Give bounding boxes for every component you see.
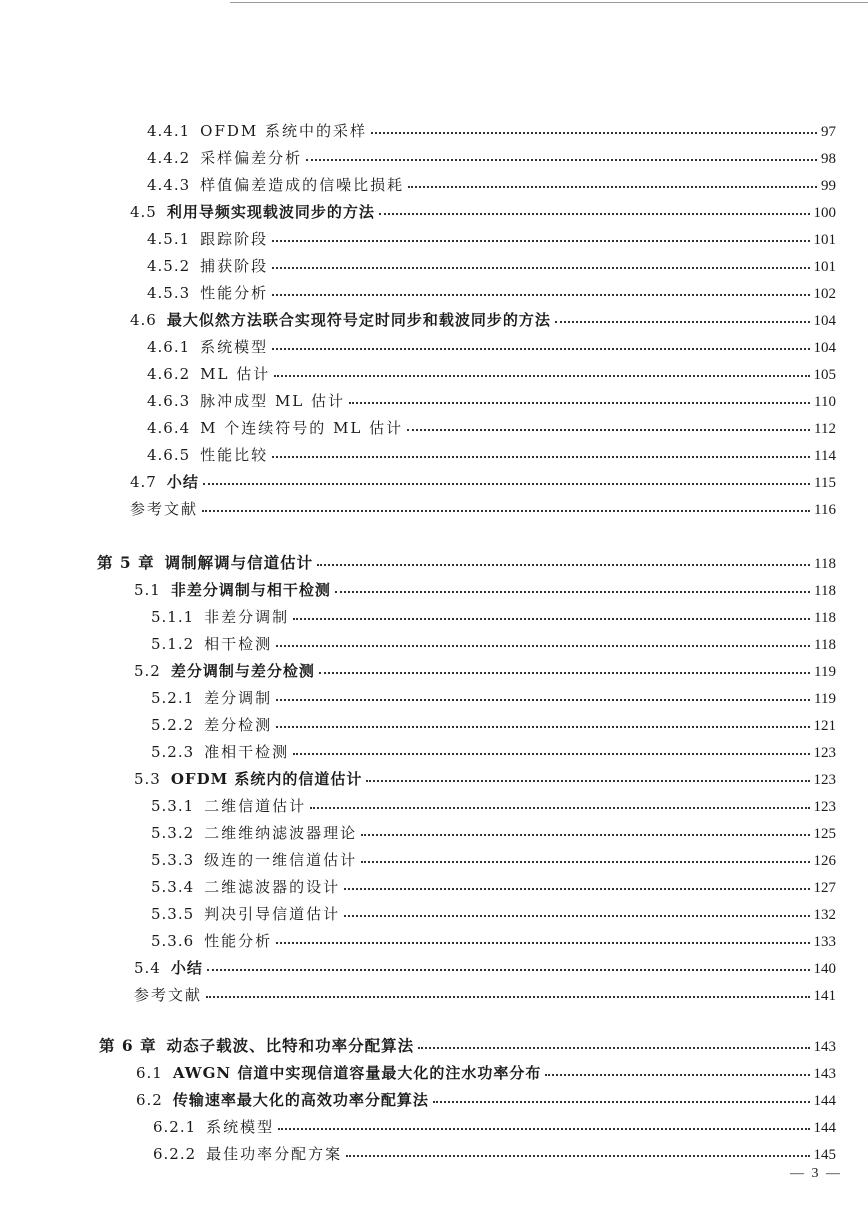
toc-title: 相干检测 [204,635,273,653]
toc-page-number: 104 [813,313,836,329]
toc-number: 5.1.2 [151,635,195,653]
toc-page-number: 127 [813,880,836,896]
toc-page-number: 116 [814,502,836,518]
toc-title: 二维信道估计 [204,797,307,815]
dot-leader [206,988,809,998]
dot-leader [276,718,809,728]
toc-page-number: 118 [814,637,836,653]
toc-entry [151,793,836,819]
toc-entry [147,280,836,306]
toc-page-number: 100 [813,205,836,221]
toc-page-number: 112 [814,421,836,437]
toc-number: 5.4 [134,959,161,977]
toc-page-number: 132 [813,907,836,923]
toc-entry [151,604,836,630]
toc-title: 捕获阶段 [200,257,269,275]
toc-page-number: 144 [813,1093,836,1109]
toc-title: 二维滤波器的设计 [204,878,341,896]
dot-leader [272,259,809,269]
toc-entry [136,1087,836,1113]
toc-number: 4.5.3 [147,284,191,302]
toc-page-number: 121 [813,718,836,734]
dot-leader [293,610,810,620]
toc-title: OFDM 系统中的采样 [200,122,368,140]
toc-number: 4.6.2 [147,365,191,383]
toc-entry [151,739,836,765]
toc-entry [134,658,836,684]
toc-title: 非差分调制 [204,608,290,626]
toc-page-number: 97 [821,124,836,140]
toc-entry [151,847,836,873]
toc-number: 5.2.1 [151,689,195,707]
toc-number: 4.6.3 [147,392,191,410]
toc-page-number: 119 [814,691,836,707]
toc-entry [134,577,836,603]
toc-number: 5.3 [134,770,161,788]
toc-page-number: 118 [814,583,836,599]
toc-number: 6.2.2 [153,1145,197,1163]
toc-page-number: 105 [813,367,836,383]
toc-page-number: 104 [813,340,836,356]
dot-leader [272,232,809,242]
toc-entry [151,631,836,657]
toc-title: 准相干检测 [204,743,290,761]
toc-entry [147,226,836,252]
toc-title: AWGN 信道中实现信道容量最大化的注水功率分布 [172,1064,542,1082]
toc-page-number: 102 [813,286,836,302]
toc-title: 参考文献 [130,500,199,518]
toc-number: 5.3.2 [151,824,195,842]
toc-page-number: 143 [813,1039,836,1055]
toc-title: 脉冲成型 ML 估计 [200,392,346,410]
toc-entry [153,1141,836,1167]
toc-page-number: 118 [814,610,836,626]
toc-chapter-entry [97,550,836,576]
toc-page-number: 118 [814,556,836,572]
toc-title: 非差分调制与相干检测 [170,581,331,599]
toc-title: 样值偏差造成的信噪比损耗 [200,176,405,194]
top-rule [230,2,868,3]
toc-title: 性能分析 [204,932,273,950]
dot-leader [306,151,817,161]
dot-leader [276,934,809,944]
toc-number: 5.2.2 [151,716,195,734]
toc-title: 跟踪阶段 [200,230,269,248]
toc-title: 差分检测 [204,716,273,734]
toc-entry [136,1060,836,1086]
toc-page-number: 126 [813,853,836,869]
dot-leader [207,961,810,971]
toc-title: 差分调制 [204,689,273,707]
toc-title: 性能比较 [200,446,269,464]
toc-entry [134,766,836,792]
toc-number: 4.5 [130,203,157,221]
page-number: — 3 — [790,1166,842,1181]
toc-entry [151,712,836,738]
toc-title: 调制解调与信道估计 [164,553,314,572]
toc-entry [151,685,836,711]
toc-number: 6.2 [136,1091,163,1109]
toc-number: 5.3.1 [151,797,195,815]
toc-title: 利用导频实现载波同步的方法 [166,203,375,221]
toc-entry [130,199,836,225]
toc-title: 二维维纳滤波器理论 [204,824,358,842]
toc-page-number: 123 [813,772,836,788]
toc-number: 5.1 [134,581,161,599]
dot-leader [408,178,817,188]
toc-page-number: 145 [813,1147,836,1163]
toc-title: 差分调制与差分检测 [170,662,315,680]
toc-page-number: 141 [813,988,836,1004]
toc-title: 级连的一维信道估计 [204,851,358,869]
dot-leader [276,637,810,647]
toc-title: ML 估计 [200,365,271,383]
toc-number: 5.3.5 [151,905,195,923]
toc-title: 动态子载波、比特和功率分配算法 [166,1036,415,1055]
dot-leader [371,124,817,134]
toc-number: 6.2.1 [153,1118,197,1136]
toc-title: 参考文献 [134,986,203,1004]
toc-number: 5.3.3 [151,851,195,869]
toc-title: OFDM 系统内的信道估计 [170,770,363,788]
toc-title: 传输速率最大化的高效功率分配算法 [172,1091,429,1109]
toc-entry [147,361,836,387]
dot-leader [272,448,810,458]
dot-leader [272,340,809,350]
toc-number: 第 5 章 [97,553,155,572]
toc-title: 小结 [170,959,203,977]
toc-number: 第 6 章 [99,1036,157,1055]
toc-title: 小结 [166,473,199,491]
toc-page-number: 123 [813,745,836,761]
toc-entry [151,820,836,846]
toc-number: 4.6.4 [147,419,191,437]
toc-page-number: 125 [813,826,836,842]
dot-leader [344,880,809,890]
toc-number: 5.3.4 [151,878,195,896]
dot-leader [293,745,809,755]
dot-leader [545,1066,809,1076]
dot-leader [361,826,809,836]
toc-number: 4.7 [130,473,157,491]
dot-leader [407,421,810,431]
toc-title: 最大似然方法联合实现符号定时同步和载波同步的方法 [166,311,551,329]
toc-title: 系统模型 [200,338,269,356]
toc-title: M 个连续符号的 ML 估计 [200,419,404,437]
dot-leader [319,664,810,674]
toc-page-number: 133 [813,934,836,950]
toc-title: 采样偏差分析 [200,149,303,167]
toc-entry [151,874,836,900]
dot-leader [346,1147,809,1157]
toc-page-number: 101 [813,259,836,275]
toc-entry [130,307,836,333]
toc-page-number: 123 [813,799,836,815]
toc-number: 4.4.1 [147,122,191,140]
dot-leader [274,367,809,377]
toc-number: 5.3.6 [151,932,195,950]
dot-leader [272,286,809,296]
toc-number: 5.2.3 [151,743,195,761]
toc-page-number: 98 [821,151,836,167]
toc-entry [147,253,836,279]
dot-leader [344,907,809,917]
toc-entry [134,982,836,1008]
dot-leader [361,853,809,863]
dot-leader [202,502,810,512]
toc-title: 性能分析 [200,284,269,302]
toc-page-number: 143 [813,1066,836,1082]
toc-number: 4.4.2 [147,149,191,167]
toc-page-number: 140 [813,961,836,977]
toc-entry [134,955,836,981]
toc-entry [151,901,836,927]
toc-entry [151,928,836,954]
toc-number: 5.1.1 [151,608,195,626]
dot-leader [278,1120,809,1130]
toc-chapter-entry [99,1033,836,1059]
dot-leader [433,1093,810,1103]
toc-title: 系统模型 [206,1118,275,1136]
toc-entry [147,388,836,414]
toc-entry [130,496,836,522]
dot-leader [203,475,810,485]
toc-number: 4.5.2 [147,257,191,275]
dot-leader [349,394,810,404]
toc-entry [147,145,836,171]
toc-entry [147,172,836,198]
toc-page-number: 110 [814,394,836,410]
toc-page-number: 114 [814,448,836,464]
toc-page-number: 144 [813,1120,836,1136]
toc-entry [147,118,836,144]
toc-number: 5.2 [134,662,161,680]
toc-entry [153,1114,836,1140]
toc-title: 最佳功率分配方案 [206,1145,343,1163]
toc-number: 4.6.5 [147,446,191,464]
toc-entry [147,442,836,468]
dot-leader [310,799,809,809]
toc-page-number: 119 [814,664,836,680]
toc-number: 4.6.1 [147,338,191,356]
dot-leader [317,556,810,566]
toc-entry [130,469,836,495]
toc-page-number: 101 [813,232,836,248]
dot-leader [276,691,810,701]
dot-leader [418,1039,809,1049]
toc-entry [147,415,836,441]
toc-number: 6.1 [136,1064,163,1082]
dot-leader [335,583,810,593]
dot-leader [366,772,809,782]
toc-page-number: 99 [821,178,836,194]
toc-number: 4.5.1 [147,230,191,248]
dot-leader [379,205,810,215]
dot-leader [555,313,810,323]
toc-title: 判决引导信道估计 [204,905,341,923]
toc-number: 4.4.3 [147,176,191,194]
toc-number: 4.6 [130,311,157,329]
toc-page-number: 115 [814,475,836,491]
toc-entry [147,334,836,360]
